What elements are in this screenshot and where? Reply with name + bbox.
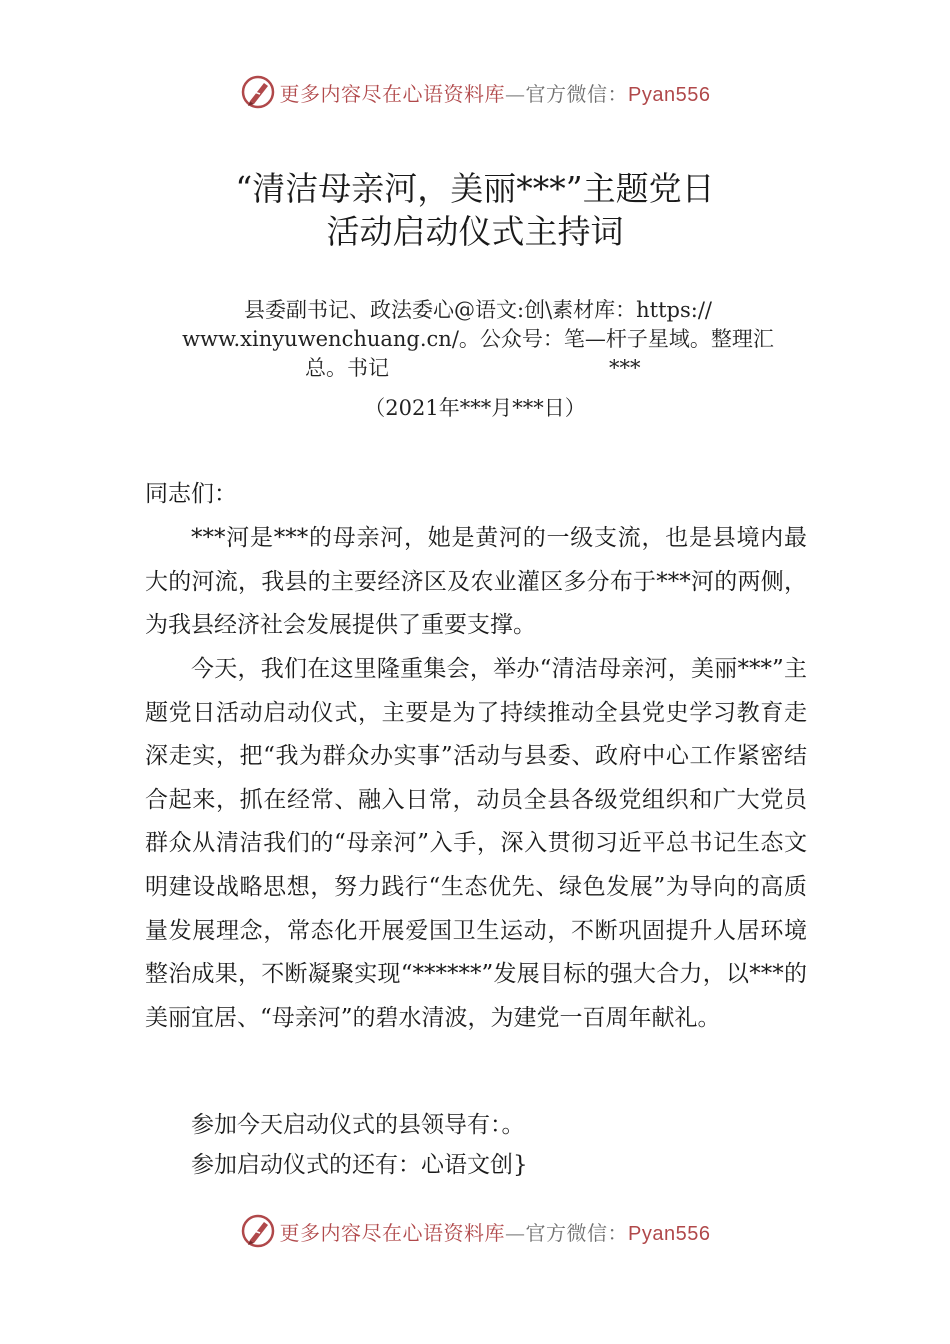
banner-text [280, 78, 711, 107]
pen-logo-icon [240, 74, 276, 110]
banner-handle: Pyan556 [628, 83, 711, 106]
banner-handle: Pyan556 [628, 1222, 711, 1245]
banner-text [280, 1217, 711, 1246]
byline-role: 总。书记 [305, 356, 389, 380]
pen-logo-icon [240, 1213, 276, 1249]
paragraph-4: 参加启动仪式的还有：心语文创} [191, 1152, 528, 1178]
paragraph-3: 参加今天启动仪式的县领导有：。 [191, 1112, 525, 1138]
document-title-line-1: “清洁母亲河，美丽***”主题党日 [235, 169, 715, 208]
document-date: （2021年***月***日） [364, 396, 586, 420]
header-banner [0, 72, 950, 112]
banner-label: 官方微信： [525, 81, 629, 106]
banner-separator: — [505, 1220, 526, 1245]
byline-line-2: www.xinyuwenchuang.cn/。公众号：笔—杆子星域。整理汇 [182, 327, 774, 351]
paragraph-2: 今天，我们在这里隆重集会，举办“清洁母亲河，美丽***”主题党日活动启动仪式，主要是为了持续推动全县党史学习教育走深走实，把“我为群众办实事”活动与县委、政府中心工作紧密结合起来，抓在经常、融入日常，动员全县各级党组织和广大党员群众从清洁我们的“母亲河”入手，深入贯彻习近平总书记生态文明建设战略思想，努力践行“生态优先、绿色发展”为导向的高质量发展理念，常态化开展爱国卫生运动，不断巩固提升人居环境整治成果，不断凝聚实现“******”发展目标的强大合力，以***的美丽宜居、“母亲河”的碧水清波，为建党一百周年献礼。 [145, 656, 807, 1031]
banner-label: 官方微信： [525, 1220, 629, 1245]
document-title-line-2: 活动启动仪式主持词 [326, 212, 624, 251]
paragraph-1: ***河是***的母亲河，她是黄河的一级支流，也是县境内最大的河流，我县的主要经济区及农业灌区多分布于***河的两侧，为我县经济社会发展提供了重要支撑。 [145, 525, 807, 639]
footer-banner [0, 1211, 950, 1251]
byline-line-1: 县委副书记、政法委心@语文:创\素材库：https:// [244, 298, 712, 322]
banner-brand: 更多内容尽在心语资料库 [279, 1220, 506, 1245]
banner-brand: 更多内容尽在心语资料库 [279, 81, 506, 106]
banner-separator: — [505, 81, 526, 106]
byline-name: *** [609, 356, 641, 380]
greeting: 同志们： [145, 481, 237, 507]
